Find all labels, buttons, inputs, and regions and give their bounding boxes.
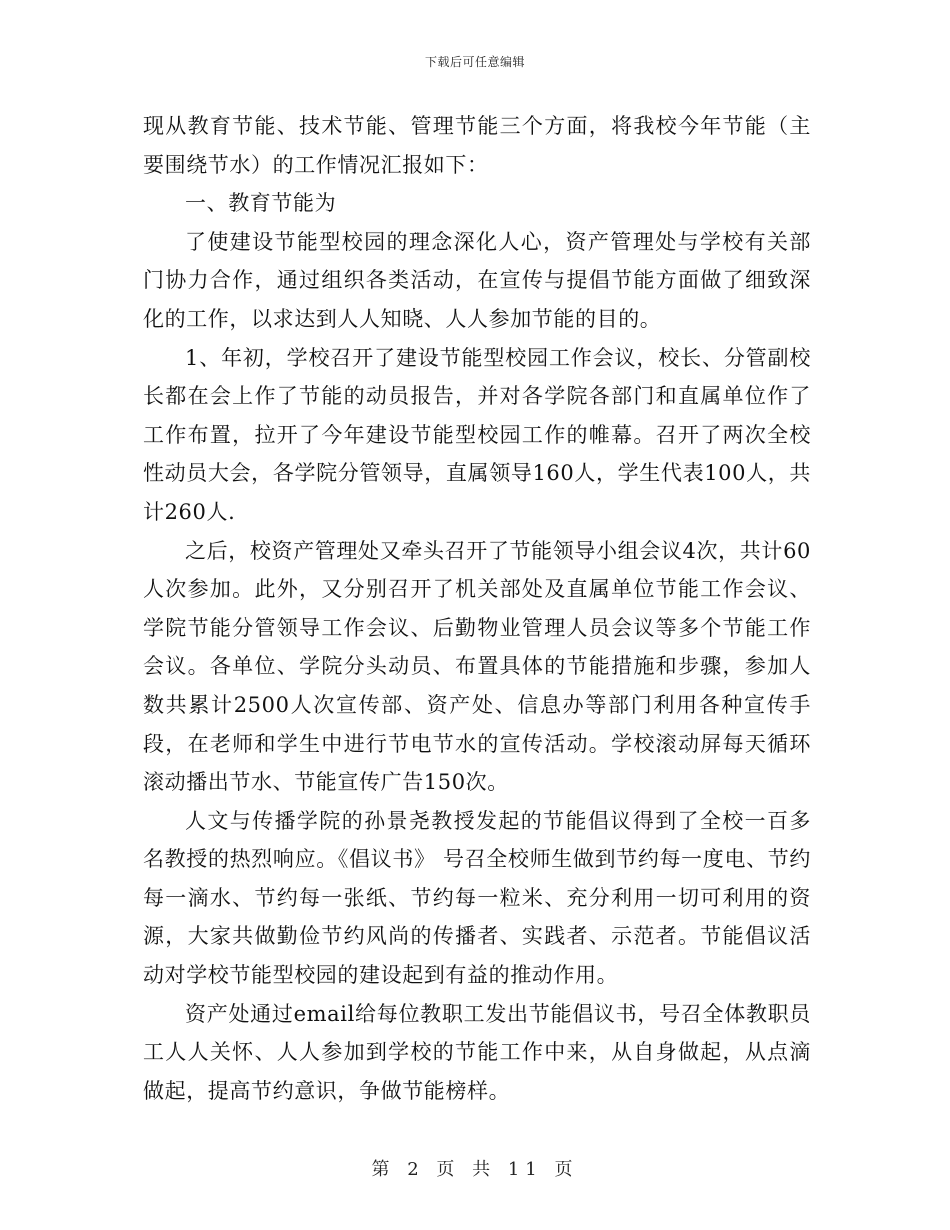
paragraph-intro: 现从教育节能、技术节能、管理节能三个方面，将我校今年节能（主要围绕节水）的工作情况汇报如下： xyxy=(143,114,811,177)
page-number: 第 2 页 共 11 页 xyxy=(371,1159,579,1180)
section-heading: 一、教育节能为 xyxy=(185,191,337,216)
paragraph: 1、年初，学校召开了建设节能型校园工作会议，校长、分管副校长都在会上作了节能的动员报告，并对各学院各部门和直属单位作了工作布置，拉开了今年建设节能型校园工作的帷幕。召开了两次全校性动员大会，各学院分管领导，直属领导160人，学生代表100人，共计260人. xyxy=(143,345,811,524)
document-body xyxy=(143,107,811,1110)
paragraph: 了使建设节能型校园的理念深化人心，资产管理处与学校有关部门协力合作，通过组织各类活动，在宣传与提倡节能方面做了细致深化的工作，以求达到人人知晓、人人参加节能的目的。 xyxy=(143,229,811,331)
paragraph: 资产处通过email给每位教职工发出节能倡议书，号召全体教职员工人人关怀、人人参加到学校的节能工作中来，从自身做起，从点滴做起，提高节约意识，争做节能榜样。 xyxy=(143,1001,811,1103)
paragraph: 人文与传播学院的孙景尧教授发起的节能倡议得到了全校一百多名教授的热烈响应。《倡议书》 号召全校师生做到节约每一度电、节约每一滴水、节约每一张纸、节约每一粒米、充分利用一切可利用的资源，大家共做勤俭节约风尚的传播者、实践者、示范者。节能倡议活动对学校节能型校园的建设起到有益的推动作用。 xyxy=(143,808,811,988)
page-header-note: 下载后可任意编辑 xyxy=(424,55,525,69)
paragraph: 之后，校资产管理处又牵头召开了节能领导小组会议4次，共计60人次参加。此外，又分别召开了机关部处及直属单位节能工作会议、学院节能分管领导工作会议、后勤物业管理人员会议等多个节能工作会议。各单位、学院分头动员、布置具体的节能措施和步骤，参加人数共累计2500人次宣传部、资产处、信息办等部门利用各种宣传手段，在老师和学生中进行节电节水的宣传活动。学校滚动屏每天循环滚动播出节水、节能宣传广告150次。 xyxy=(143,538,811,795)
